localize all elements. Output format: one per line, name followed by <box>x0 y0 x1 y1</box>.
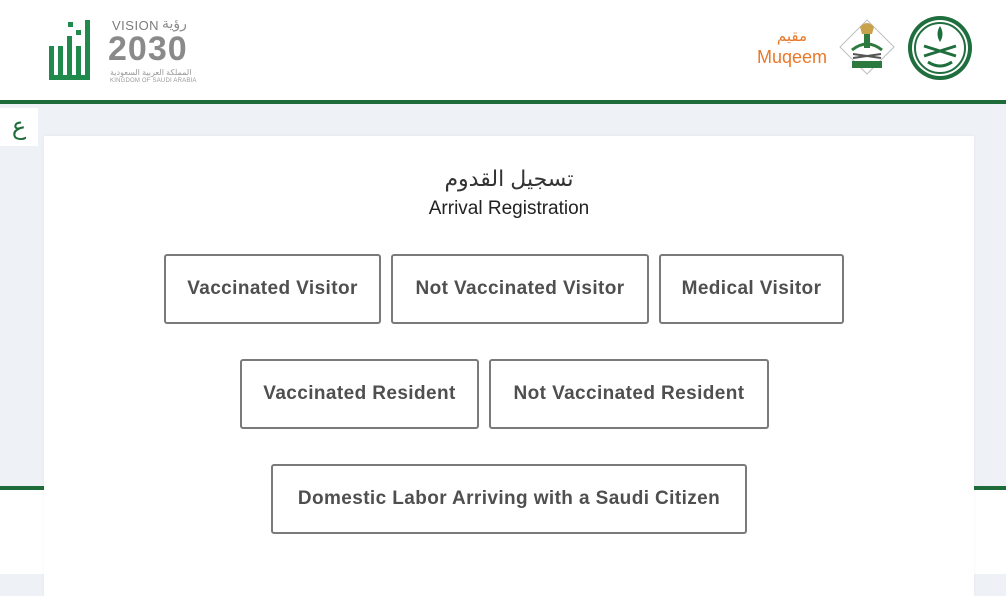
vision-year: 2030 <box>108 30 188 68</box>
medical-visitor-button[interactable]: Medical Visitor <box>659 254 844 324</box>
vaccinated-visitor-button[interactable]: Vaccinated Visitor <box>164 254 381 324</box>
absher-logo-icon[interactable] <box>46 14 96 82</box>
vision-arabic: رؤية <box>162 15 187 31</box>
domestic-labor-button[interactable]: Domestic Labor Arriving with a Saudi Citizen <box>271 464 747 534</box>
vision-word: VISION <box>112 18 160 33</box>
ministry-seal-icon <box>906 14 974 82</box>
language-toggle-button[interactable]: ع <box>0 108 38 146</box>
muqeem-english: Muqeem <box>756 47 828 67</box>
not-vaccinated-visitor-button[interactable]: Not Vaccinated Visitor <box>391 254 649 324</box>
muqeem-logo[interactable] <box>754 28 830 74</box>
page-title-arabic: تسجيل القدوم <box>444 166 574 191</box>
vision-2030-logo <box>108 14 208 82</box>
not-vaccinated-resident-button[interactable]: Not Vaccinated Resident <box>489 359 769 429</box>
muqeem-arabic: مقيم <box>776 28 808 45</box>
page-header <box>0 0 1006 104</box>
page-title-english: Arrival Registration <box>428 198 590 219</box>
saudi-emblem-icon <box>838 18 896 76</box>
arrival-registration-card <box>44 136 974 596</box>
vaccinated-resident-button[interactable]: Vaccinated Resident <box>240 359 479 429</box>
vision-kingdom-arabic: المملكة العربية السعودية <box>110 68 192 77</box>
vision-kingdom-english: KINGDOM OF SAUDI ARABIA <box>110 78 197 84</box>
